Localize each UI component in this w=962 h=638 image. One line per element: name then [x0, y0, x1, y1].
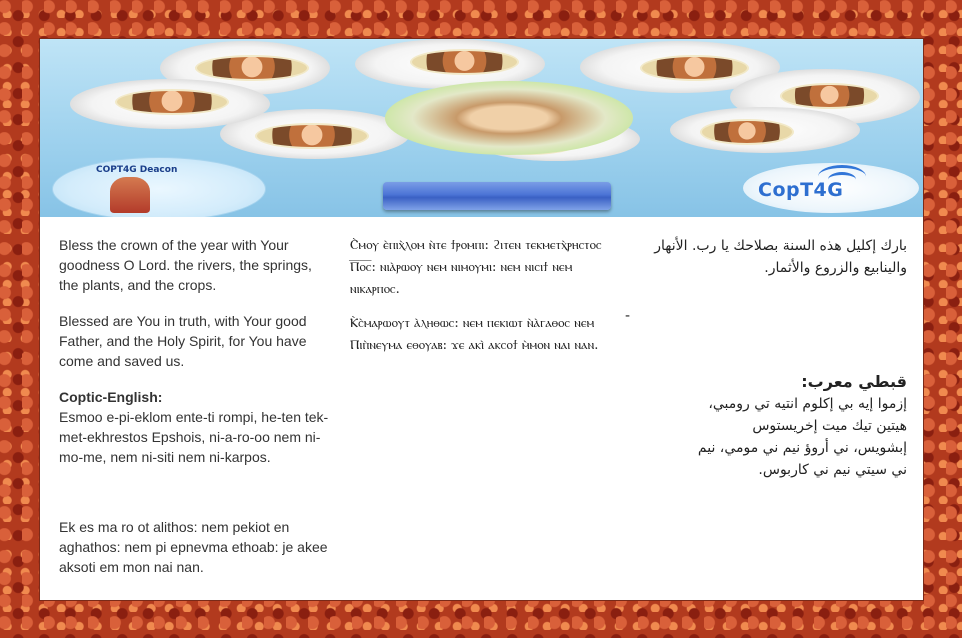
arabic-verse-1: بارك إكليل هذه السنة بصلاحك يا رب. الأنهار والينابيع والزروع والأثمار.: [654, 238, 907, 276]
coptic-english-heading: Coptic-English:: [59, 389, 163, 405]
coptic-english-verse-1: Esmoo e-pi-eklom ente-ti rompi, he-ten tek-met-ekhrestos Epshois, ni-a-ro-oo nem ni-mo-me, nem ni-siti nem ni-karpos.: [59, 409, 329, 465]
saint-portrait-icon: [640, 55, 749, 81]
coptic-verse-1: Ⲥ̀ⲙⲟⲩ ⲉ̀ⲡⲓⲭ̀ⲗⲟⲙ ⲛ̀ⲧⲉ ϯⲣⲟⲙⲡⲓ: ϩⲓⲧⲉⲛ ⲧⲉⲕⲙⲉⲧⲭ̀ⲣⲏⲥⲧⲟⲥ Ⲡ̅ⲟ̅ⲥ̅: ⲛⲓⲁ̀ⲣⲱⲟⲩ ⲛⲉⲙ ⲛⲓⲙⲟⲩⲙⲓ: ⲛⲉⲙ ⲛⲓⲥⲓϯ ⲛⲉⲙ ⲛⲓⲕⲁⲣⲡⲟⲥ.: [350, 238, 602, 297]
content-frame: [39, 38, 924, 601]
arabic-coptic-line-3: إبشويس، ني أروؤ نيم ني مومي، نيم: [697, 440, 907, 456]
arabic-coptic-heading: قبطي معرب:: [801, 372, 907, 391]
copt4g-logo-text: CopT4G: [758, 179, 844, 201]
arabic-coptic-line-4: ني سيتي نيم ني كاربوس.: [758, 462, 907, 478]
saint-portrait-icon: [410, 49, 519, 75]
english-verse-2: Blessed are You in truth, with Your good Father, and the Holy Spirit, for You have come and saved us.: [59, 313, 307, 369]
english-verse-1: Bless the crown of the year with Your goodness O Lord. the rivers, the springs, the plants, and the crops.: [59, 237, 312, 293]
menu-button[interactable]: [383, 182, 611, 210]
saint-portrait-icon: [255, 123, 369, 149]
header-banner: [40, 39, 923, 217]
coptic-verse-2: Ⲕ̀ⲥ̀ⲙⲁⲣⲱⲟⲩⲧ ⲁ̀ⲗⲏⲑⲱⲥ: ⲛⲉⲙ ⲡⲉⲕⲓⲱⲧ ⲛ̀ⲁ̀ⲅⲁⲑⲟⲥ ⲛⲉⲙ Ⲡⲓⲡ̀ⲛⲉⲩⲙⲁ ⲉⲑⲟⲩⲁⲃ: ϫⲉ ⲁⲕⲓ̀ ⲁⲕⲥⲟϯ ⲙ̀ⲙⲟⲛ ⲛⲁⲓ ⲛⲁⲛ.: [350, 316, 599, 353]
english-column: [59, 235, 329, 593]
arabic-column: [625, 235, 907, 481]
deacon-logo-text: COPT4G Deacon: [96, 165, 178, 175]
deacon-figure-icon: [110, 177, 150, 213]
christ-portrait: [385, 81, 633, 155]
saint-portrait-icon: [115, 89, 229, 115]
coptic-english-verse-2: Ek es ma ro ot alithos: nem pekiot en aghathos: nem pi epnevma ethoab: je akee aksoti em mon nai nan.: [59, 519, 328, 575]
saint-portrait-icon: [700, 119, 794, 145]
saint-portrait-icon: [780, 83, 879, 109]
arabic-dash: -: [625, 308, 631, 324]
arabic-coptic-line-1: إزموا إيه بي إكلوم انتيه تي رومبي،: [708, 396, 907, 412]
arabic-coptic-line-2: هيتين تيك ميت إخريستوس: [752, 418, 907, 434]
saint-portrait-icon: [195, 55, 309, 81]
coptic-column: [350, 235, 610, 369]
